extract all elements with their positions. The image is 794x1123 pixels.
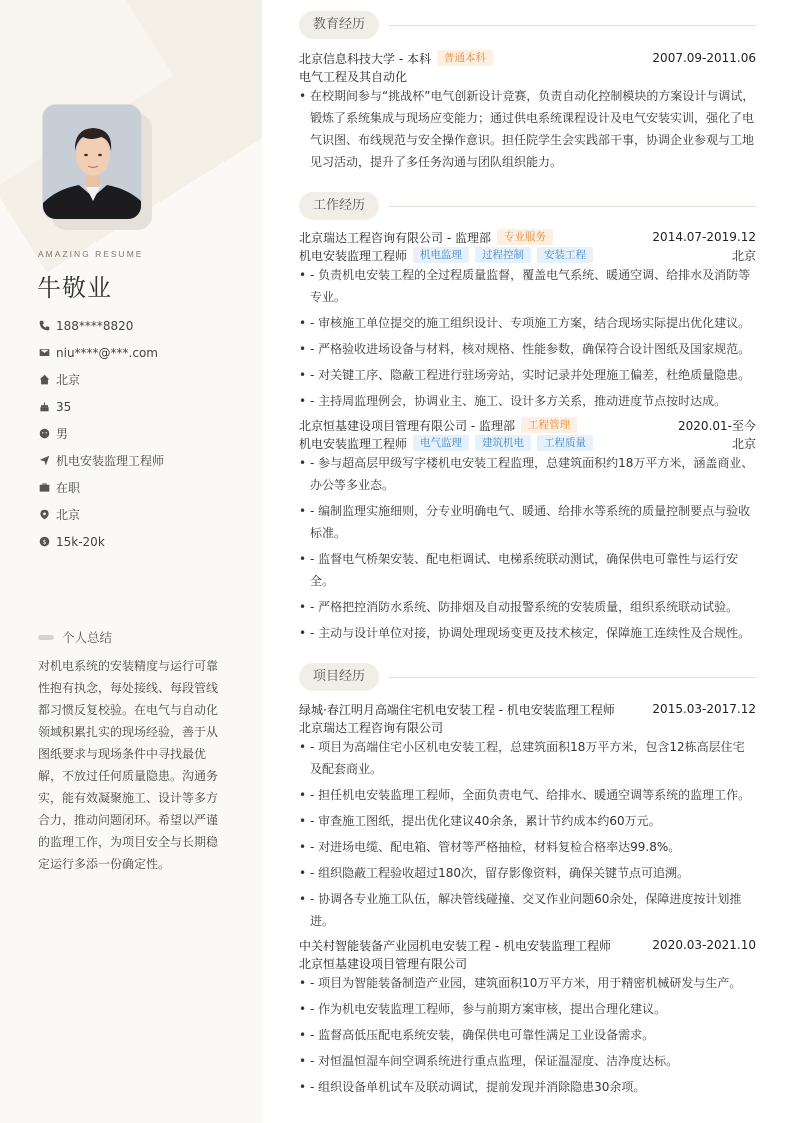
- job-position-row: [299, 434, 756, 452]
- section-projects: [299, 663, 756, 691]
- section-divider: [389, 677, 756, 678]
- job-date: 2014.07-2019.12: [652, 230, 756, 244]
- project-company-row: [299, 954, 756, 972]
- school-name: 北京信息科技大学 - 本科: [299, 51, 431, 66]
- project-header: [299, 936, 756, 954]
- summary-heading: [38, 628, 112, 646]
- summary-text: 对机电系统的安装精度与运行可靠性抱有执念，每处接线、每段管线都习惯反复校验。在电气与自动化领域积累扎实的现场经验，善于从图纸要求与现场条件中寻找最优解，不放过任何质量隐患。沟通务实，能有效凝聚施工、设计等多方合力，推动问题闭环。希望以严谨的监理工作，为项目安全与长期稳定运行多添一份确定性。: [38, 659, 219, 871]
- project-company: 北京瑞达工程咨询有限公司: [299, 720, 444, 735]
- list-item: • - 负责机电安装工程的全过程质量监督，覆盖电气系统、暖通空调、给排水及消防等专业。: [299, 264, 756, 308]
- list-item: • - 协调各专业施工队伍，解决管线碰撞、交叉作业问题60余处，保障进度按计划推进。: [299, 888, 756, 932]
- education-major-row: [299, 67, 756, 85]
- sidebar: [0, 0, 262, 1123]
- job-city: 北京: [731, 248, 756, 263]
- job-header: [299, 228, 756, 246]
- info-location: [38, 501, 164, 528]
- list-item: • 在校期间参与“挑战杯”电气创新设计竞赛，负责自动化控制模块的方案设计与调试，锻炼了系统集成与现场应变能力；通过供电系统课程设计及电气安装实训，强化了电气识图、布线规范与安全操作意识。担任院学生会实践部干事，协调企业参观与工地见习活动，提升了多任务沟通与团队组织能力。: [299, 85, 756, 173]
- list-item: • - 主持周监理例会，协调业主、施工、设计多方关系，推动进度节点按时达成。: [299, 390, 756, 412]
- summary-bar: [38, 635, 54, 640]
- job-position: 机电安装监理工程师: [299, 248, 408, 263]
- skill-tag: 电气监理: [413, 435, 469, 451]
- job-position-row: [299, 246, 756, 264]
- phone-icon: [38, 320, 50, 332]
- resume-tagline: AMAZING RESUME: [38, 249, 144, 259]
- send-icon: [38, 455, 50, 467]
- list-item: • - 对进场电缆、配电箱、管材等严格抽检，材料复检合格率达99.8%。: [299, 836, 756, 858]
- industry-tag: 工程管理: [521, 417, 577, 433]
- list-item: • - 项目为智能装备制造产业园，建筑面积10万平方米，用于精密机械研发与生产。: [299, 972, 756, 994]
- section-divider: [389, 25, 756, 26]
- skill-tag: 机电监理: [413, 247, 469, 263]
- section-education: [299, 11, 756, 39]
- summary-title: 个人总结: [62, 630, 113, 645]
- company-name: 北京恒基建设项目管理有限公司 - 监理部: [299, 418, 515, 433]
- info-text: 男: [56, 427, 69, 441]
- candidate-name: 牛敬业: [37, 274, 112, 302]
- list-item: • - 作为机电安装监理工程师，参与前期方案审核，提出合理化建议。: [299, 998, 756, 1020]
- section-work: [299, 192, 756, 220]
- project-date: 2015.03-2017.12: [652, 702, 756, 716]
- info-age: [38, 393, 164, 420]
- info-email: [38, 339, 164, 366]
- project-company-row: [299, 718, 756, 736]
- list-item: • - 组织设备单机试车及联动调试，提前发现并消除隐患30余项。: [299, 1076, 756, 1098]
- job-city: 北京: [731, 436, 756, 451]
- section-title: 教育经历: [299, 11, 379, 39]
- education-date: 2007.09-2011.06: [652, 51, 756, 65]
- skill-tag: 过程控制: [475, 247, 531, 263]
- info-text: 机电安装监理工程师: [56, 454, 165, 468]
- list-item: • - 组织隐蔽工程验收超过180次，留存影像资料，确保关键节点可追溯。: [299, 862, 756, 884]
- list-item: • - 编制监理实施细则，分专业明确电气、暖通、给排水等系统的质量控制要点与验收标准。: [299, 500, 756, 544]
- section-title: 工作经历: [299, 192, 379, 220]
- avatar: [42, 104, 142, 220]
- briefcase-icon: [38, 482, 50, 494]
- list-item: • - 对恒温恒湿车间空调系统进行重点监理，保证温湿度、洁净度达标。: [299, 1050, 756, 1072]
- project-company: 北京恒基建设项目管理有限公司: [299, 956, 468, 971]
- contact-info: [38, 312, 164, 555]
- degree-tag: 普通本科: [437, 50, 493, 66]
- job-position: 机电安装监理工程师: [299, 436, 408, 451]
- section-divider: [389, 206, 756, 207]
- info-home: [38, 366, 164, 393]
- info-position: [38, 447, 164, 474]
- section-title: 项目经历: [299, 663, 379, 691]
- cake-icon: [38, 401, 50, 413]
- info-text: 35: [56, 399, 72, 414]
- home-icon: [38, 374, 50, 386]
- project-name: 中关村智能装备产业园机电安装工程 - 机电安装监理工程师: [299, 938, 611, 953]
- education-header: [299, 49, 756, 67]
- list-item: • - 项目为高端住宅小区机电安装工程，总建筑面积18万平方米，包含12栋高层住宅及配套商业。: [299, 736, 756, 780]
- avatar-photo: [42, 104, 142, 220]
- info-salary: [38, 528, 164, 555]
- mail-icon: [38, 347, 50, 359]
- list-item: • - 担任机电安装监理工程师，全面负责电气、给排水、暖通空调等系统的监理工作。: [299, 784, 756, 806]
- info-text: 北京: [56, 373, 81, 387]
- skill-tag: 建筑机电: [475, 435, 531, 451]
- info-gender: [38, 420, 164, 447]
- info-phone: [38, 312, 164, 339]
- project-header: [299, 700, 756, 718]
- list-item: • - 严格把控消防水系统、防排烟及自动报警系统的安装质量，组织系统联动试验。: [299, 596, 756, 618]
- project-name: 绿城·春江明月高端住宅机电安装工程 - 机电安装监理工程师: [299, 702, 615, 717]
- list-item: • - 主动与设计单位对接，协调处理现场变更及技术核定，保障施工连续性及合规性。: [299, 622, 756, 644]
- list-item: • - 审核施工单位提交的施工组织设计、专项施工方案，结合现场实际提出优化建议。: [299, 312, 756, 334]
- major: 电气工程及其自动化: [299, 69, 408, 84]
- project-date: 2020.03-2021.10: [652, 938, 756, 952]
- skill-tag: 工程质量: [537, 435, 593, 451]
- company-name: 北京瑞达工程咨询有限公司 - 监理部: [299, 230, 491, 245]
- list-item: • - 监督电气桥架安装、配电柜调试、电梯系统联动测试，确保供电可靠性与运行安全。: [299, 548, 756, 592]
- list-item: • - 审查施工图纸，提出优化建议40余条，累计节约成本约60万元。: [299, 810, 756, 832]
- info-text: 188****8820: [56, 318, 134, 333]
- gender-icon: [38, 428, 50, 440]
- svg-text:$: $: [42, 538, 46, 546]
- info-text: 北京: [56, 508, 81, 522]
- location-icon: [38, 509, 50, 521]
- salary-icon: [38, 536, 50, 548]
- list-item: • - 对关键工序、隐蔽工程进行驻场旁站，实时记录并处理施工偏差，杜绝质量隐患。: [299, 364, 756, 386]
- info-status: [38, 474, 164, 501]
- info-text: 15k-20k: [56, 534, 105, 549]
- skill-tag: 安装工程: [537, 247, 593, 263]
- job-date: 2020.01-至今: [678, 418, 756, 433]
- list-item: • - 严格验收进场设备与材料，核对规格、性能参数，确保符合设计图纸及国家规范。: [299, 338, 756, 360]
- info-text: niu****@***.com: [56, 345, 158, 360]
- list-item: • - 监督高低压配电系统安装，确保供电可靠性满足工业设备需求。: [299, 1024, 756, 1046]
- info-text: 在职: [56, 481, 81, 495]
- list-item: • - 参与超高层甲级写字楼机电安装工程监理，总建筑面积约18万平方米，涵盖商业、办公等多业态。: [299, 452, 756, 496]
- job-header: [299, 416, 756, 434]
- industry-tag: 专业服务: [497, 229, 553, 245]
